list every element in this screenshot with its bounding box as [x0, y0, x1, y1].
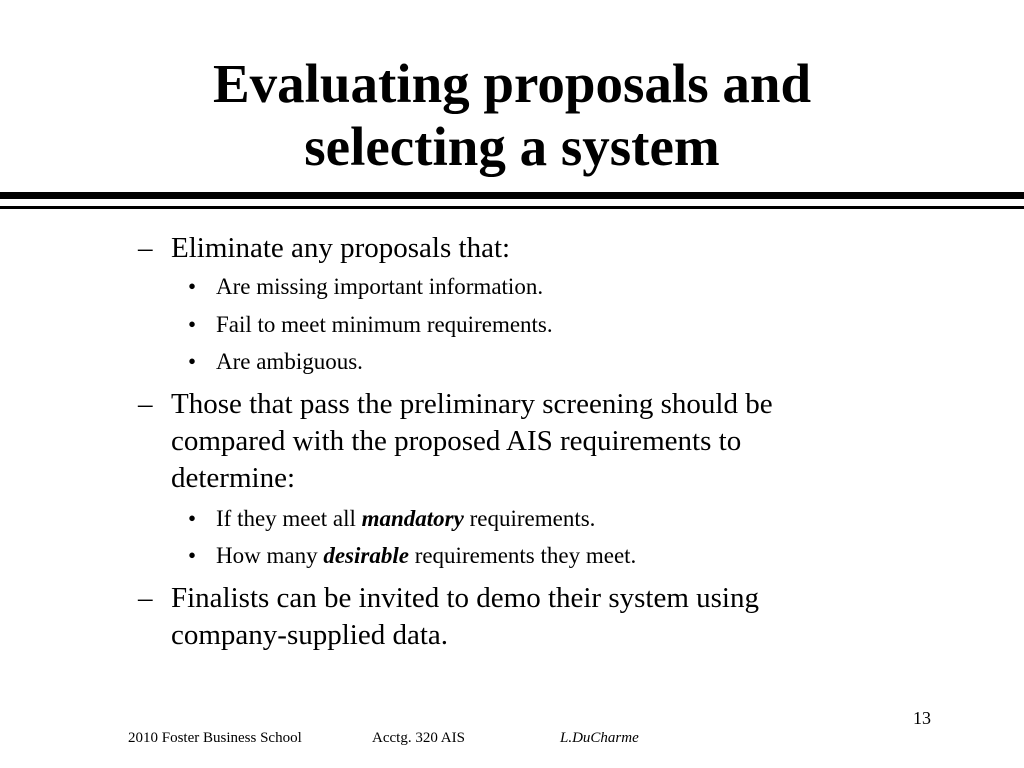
bullet-dot: •: [188, 543, 197, 568]
bullet-dot: •: [188, 506, 197, 531]
footer-author: L.DuCharme: [560, 730, 639, 746]
sub-bullet-text: [216, 505, 595, 533]
footer-course: Acctg. 320 AIS: [372, 730, 465, 746]
bullet-text-line-3: determine:: [171, 462, 296, 494]
slide-title-line-2: selecting a system: [304, 116, 720, 177]
emphasis-mandatory: mandatory: [361, 506, 464, 531]
bullet-text-line-1: Those that pass the preliminary screening should be: [171, 388, 773, 420]
bullet-dot: •: [188, 312, 197, 337]
dash-marker: –: [138, 232, 153, 264]
bullet-text-line-2: compared with the proposed AIS requirements to: [171, 425, 742, 457]
sub-bullet-text-post: requirements they meet.: [408, 543, 637, 568]
bullet-dot: •: [188, 274, 197, 299]
emphasis-desirable: desirable: [323, 543, 409, 568]
sub-bullet-text: [216, 542, 636, 570]
page-number: 13: [913, 708, 931, 728]
sub-bullet-text-pre: If they meet all: [216, 506, 362, 531]
bullet-dot: •: [188, 349, 197, 374]
slide-title-line-1: Evaluating proposals and: [212, 53, 812, 114]
bullet-text-line-1: Finalists can be invited to demo their system using: [171, 582, 759, 614]
sub-bullet-text: Are ambiguous.: [216, 349, 363, 374]
bullet-text-line-2: company-supplied data.: [171, 619, 449, 651]
sub-bullet-text-post: requirements.: [463, 506, 596, 531]
bullet-text: Eliminate any proposals that:: [171, 232, 511, 264]
footer-school: 2010 Foster Business School: [128, 730, 302, 746]
sub-bullet-text: Are missing important information.: [216, 274, 544, 299]
sub-bullet-text-pre: How many: [216, 543, 324, 568]
dash-marker: –: [138, 388, 153, 420]
dash-marker: –: [138, 582, 153, 614]
sub-bullet-text: Fail to meet minimum requirements.: [216, 312, 553, 337]
